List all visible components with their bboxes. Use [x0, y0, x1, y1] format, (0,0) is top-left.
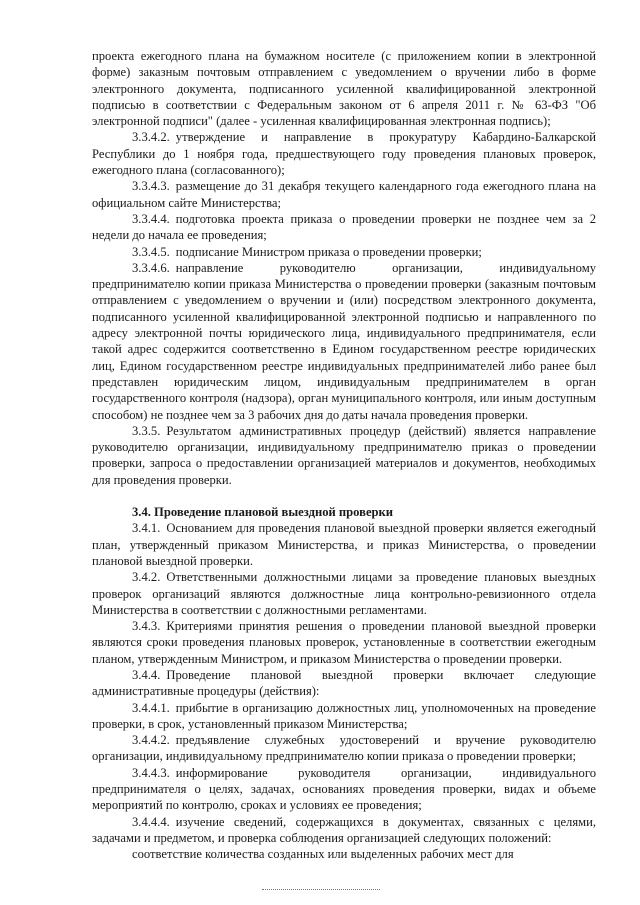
- paragraph-3-3-4-5: 3.3.4.5. подписание Министром приказа о проведении проверки;: [132, 244, 482, 259]
- paragraph-3-3-4-4: 3.3.4.4. подготовка проекта приказа о проведении проверки не позднее чем за 2 недели до начала ее проведения;: [92, 211, 596, 243]
- paragraph-3-3-4-3: 3.3.4.3. размещение до 31 декабря текущего календарного года ежегодного плана на официальном сайте Министерства;: [92, 179, 596, 210]
- paragraph-3-4-4-4: 3.4.4.4. изучение сведений, содержащихся в документах, связанных с целями, задачами и предметом, и проверка соблюдения организацией следующих положений:: [92, 814, 596, 845]
- paragraph-3-3-4-2: 3.3.4.2. утверждение и направление в прокуратуру Кабардино-Балкарской Республики до 1 ноября года, предшествующего году проведения плановых проверок, ежегодного плана (согласованного);: [92, 130, 596, 178]
- section-heading-3-4: 3.4. Проведение плановой выездной проверки: [132, 505, 394, 520]
- paragraph-3-4-4-2: 3.4.4.2. предъявление служебных удостоверений и вручение руководителю организации, индивидуальному предпринимателю копии приказа о проведении проверки;: [92, 733, 596, 764]
- paragraph-last-line: соответствие количества созданных или выделенных рабочих мест для: [132, 847, 514, 862]
- paragraph-3-4-4: 3.4.4. Проведение плановой выездной проверки включает следующие административные процедуры (действия):: [92, 667, 596, 699]
- footer-divider: [262, 889, 380, 890]
- paragraph-3-3-5: 3.3.5. Результатом административных процедур (действий) является направление руководителю организации, индивидуальному предпринимателю приказ о проведении проверки, запроса о предоставлении организацией материалов и документов, необходимых для проведения проверки.: [92, 423, 596, 487]
- paragraph-3-4-4-3: 3.4.4.3. информирование руководителя организации, индивидуального предпринимателя о целях, задачах, основаниях проведения проверки, видах и объеме мероприятий по контролю, сроках и условиях ее проведения;: [92, 765, 596, 813]
- paragraph-3-4-1: 3.4.1. Основанием для проведения плановой выездной проверки является ежегодный план, утвержденный приказом Министерства, и приказ Министерства, о проведении плановой выездной проверки.: [92, 521, 596, 568]
- paragraph-3-3-4-6: 3.3.4.6. направление руководителю организации, индивидуальному предпринимателю копии приказа Министерства о проведении проверки (заказным почтовым отправлением с уведомлением о вручении и (или) посредством электронного документа, подписанного усиленной квалифицированной электронной подписью и направленного по адресу электронной почты юридического лица, индивидуального предпринимателя, если такой адрес содержится соответственно в Едином государственном реестре юридических лиц, Едином государственном реестре индивидуальных предпринимателей либо ранее был представлен юридическим лицом, индивидуальным предпринимателем в орган государственного контроля (надзора), орган муниципального контроля, или иным доступным способом) не позднее чем за 3 рабочих дня до даты начала проведения проверки.: [92, 260, 596, 422]
- paragraph-3-4-2: 3.4.2. Ответственными должностными лицами за проведение плановых выездных проверок организаций являются должностные лица контрольно-ревизионного отдела Министерства в соответствии с должностными регламентами.: [92, 570, 596, 617]
- paragraph-continuation: проекта ежегодного плана на бумажном носителе (с приложением копии в электронной форме) заказным почтовым отправлением с уведомлением о вручении либо в форме электронного документа, подписанного усиленной квалифицированной электронной подписью в соответствии с Федеральным законом от 6 апреля 2011 г. № 63-ФЗ "Об электронной подписи" (далее - усиленная квалифицированная электронная подпись);: [92, 49, 596, 129]
- document-page: [92, 48, 596, 863]
- paragraph-3-4-4-1: 3.4.4.1. прибытие в организацию должностных лиц, уполномоченных на проведение проверки, в срок, установленный приказом Министерства;: [92, 700, 596, 731]
- paragraph-3-4-3: 3.4.3. Критериями принятия решения о проведении плановой выездной проверки являются сроки проведения плановых проверок, установленные в соответствии ежегодным планом, утвержденным Министром, и приказом Министерства о проведении проверки.: [92, 619, 596, 666]
